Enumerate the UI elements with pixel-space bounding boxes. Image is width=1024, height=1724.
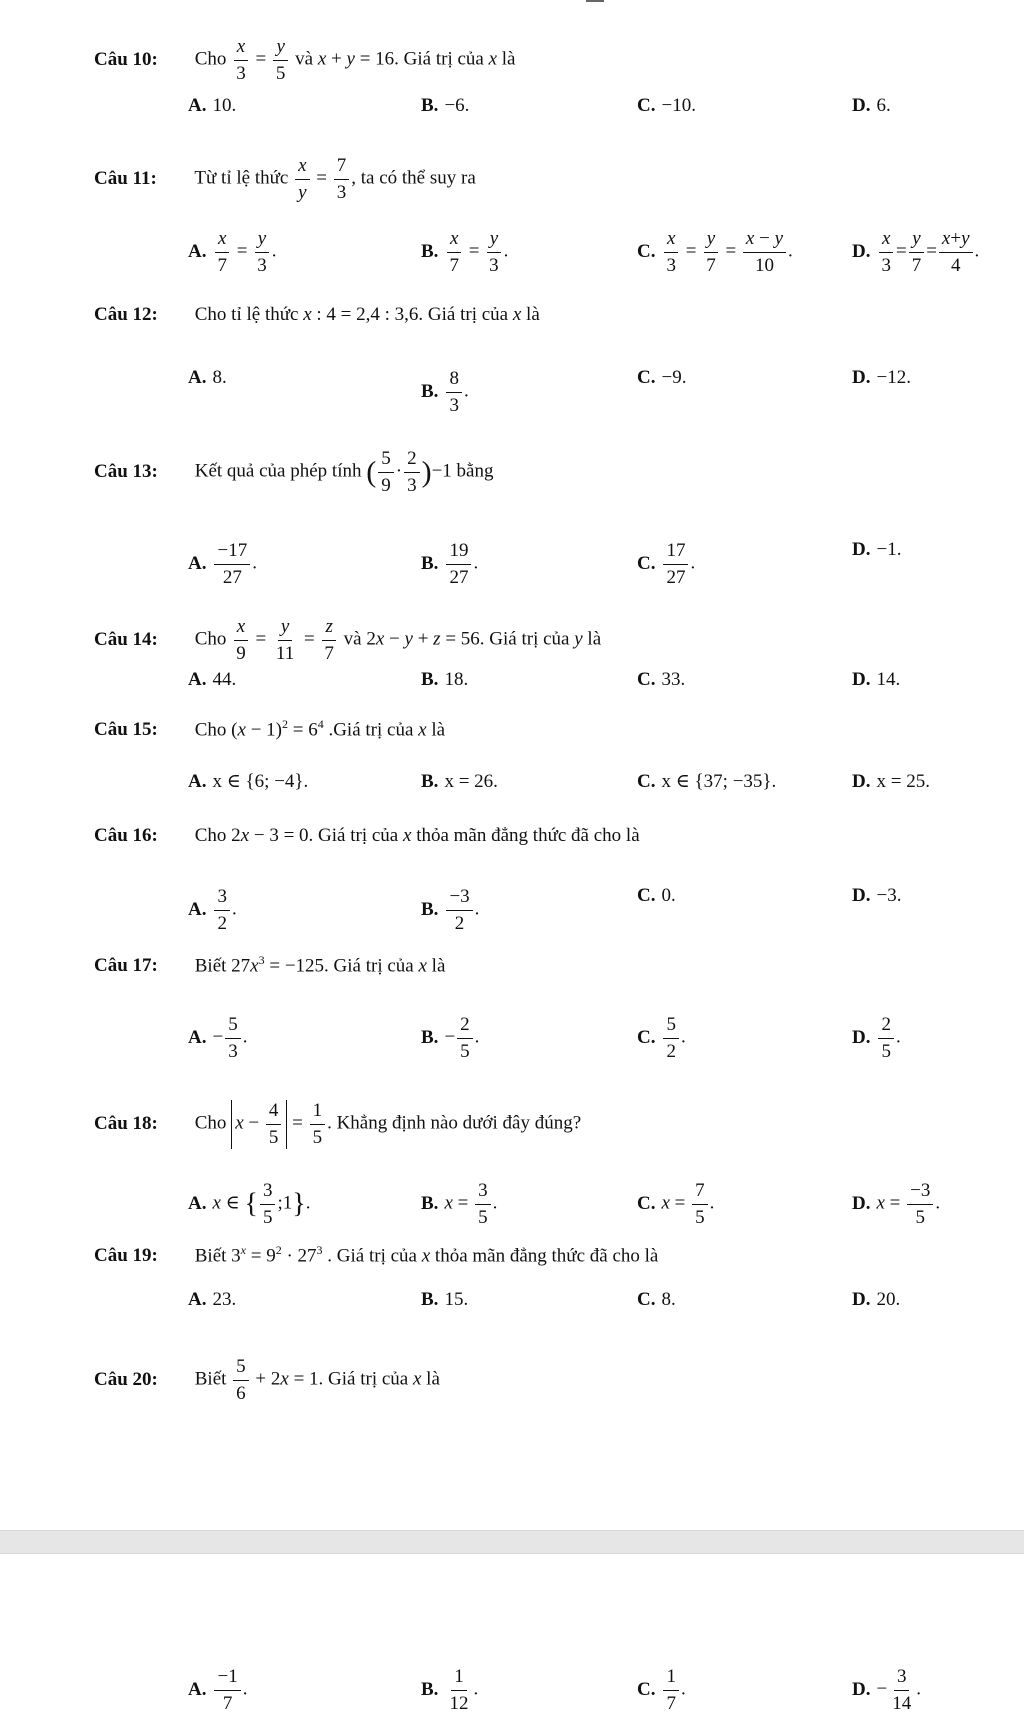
options-10 xyxy=(0,95,1024,116)
option-a[interactable]: A. x ∈ {6; −4}. xyxy=(188,771,309,792)
option-c[interactable]: C. x = $\frac{7}{5}$ . xyxy=(637,1180,715,1228)
page-top-mark xyxy=(586,0,604,2)
question-17: Câu 17: Biết $27x^3 = -125$. Giá trị của x là xyxy=(94,953,446,977)
options-14 xyxy=(0,669,1024,690)
option-b[interactable]: B. 18. xyxy=(421,669,469,690)
options-17 xyxy=(0,1014,1024,1062)
option-c[interactable]: C. 8. xyxy=(637,1289,676,1310)
question-20: Câu 20: Biết $\frac{5}{6}$ + 2x = 1. Giá trị của x là xyxy=(94,1356,440,1404)
option-b[interactable]: B. $\frac{1}{12}$ . xyxy=(421,1666,479,1714)
option-a[interactable]: A. 10. xyxy=(188,95,237,116)
options-15 xyxy=(0,771,1024,792)
option-a[interactable]: A. x ∈ { $\frac{3}{5}$ ;1}. xyxy=(188,1180,311,1228)
options-13 xyxy=(0,539,1024,588)
options-11 xyxy=(0,228,1024,276)
option-d[interactable]: D. $\frac{2}{5}$ . xyxy=(852,1014,901,1062)
option-b[interactable]: B. 15. xyxy=(421,1289,469,1310)
option-b[interactable]: B. $\frac{-3}{2}$ . xyxy=(421,886,480,934)
options-19 xyxy=(0,1289,1024,1310)
option-c[interactable]: C. 0. xyxy=(637,885,676,906)
option-a[interactable]: A. 8. xyxy=(188,367,227,388)
option-c[interactable]: C. −9. xyxy=(637,367,687,388)
option-a[interactable]: A. 44. xyxy=(188,669,237,690)
question-10: Câu 10: Cho $\frac{x}{3}$ = $\frac{y}{5}$ và x + y = 16. Giá trị của x là xyxy=(94,36,516,84)
option-a[interactable]: A. $\frac{-17}{27}$ . xyxy=(188,540,257,588)
page-separator xyxy=(0,1530,1024,1554)
option-d[interactable]: D. x = 25. xyxy=(852,771,930,792)
option-c[interactable]: C. 33. xyxy=(637,669,686,690)
option-c[interactable]: C. x ∈ {37; −35}. xyxy=(637,771,777,792)
option-d[interactable]: D. −1. xyxy=(852,539,902,560)
option-b[interactable]: B. $\frac{8}{3}$ . xyxy=(421,368,469,416)
options-18 xyxy=(0,1180,1024,1228)
options-20 xyxy=(0,1666,1024,1714)
options-12 xyxy=(0,367,1024,416)
question-14: Câu 14: Cho $\frac{x}{9}$ = $\frac{y}{11}$ = $\frac{z}{7}$ và 2x − y + z = 56. Giá trị của y là xyxy=(94,616,602,664)
option-b[interactable]: B. $\frac{19}{27}$ . xyxy=(421,540,479,588)
option-d[interactable]: D. − $\frac{3}{14}$ . xyxy=(852,1666,921,1714)
option-a[interactable]: A. $\frac{3}{2}$ . xyxy=(188,886,237,934)
question-19: Câu 19: Biết $3^x = 9^2 \cdot 27^3$ . Giá trị của x thỏa mãn đẳng thức đã cho là xyxy=(94,1243,659,1267)
question-15: Câu 15: Cho $(x - 1)^2 = 6^4$ .Giá trị của x là xyxy=(94,717,446,741)
option-d[interactable]: D. x = $\frac{-3}{5}$ . xyxy=(852,1180,941,1228)
question-label: Câu 10: xyxy=(94,48,158,70)
option-a[interactable]: A. $\frac{-1}{7}$ . xyxy=(188,1666,248,1714)
option-d[interactable]: D. −12. xyxy=(852,367,911,388)
option-a[interactable]: A. $\frac{x}{7}$ = $\frac{y}{3}$ . xyxy=(188,228,277,276)
option-d[interactable]: D. 6. xyxy=(852,95,891,116)
question-12: Câu 12: Cho tỉ lệ thức x : 4 = 2,4 : 3,6. Giá trị của x là xyxy=(94,304,540,325)
option-b[interactable]: B. x = $\frac{3}{5}$ . xyxy=(421,1180,498,1228)
option-a[interactable]: A. 23. xyxy=(188,1289,237,1310)
question-18: Câu 18: Cho x − $\frac{4}{5}$ = $\frac{1}{5}$ . Khẳng định nào dưới đây đúng? xyxy=(94,1100,582,1148)
option-b[interactable]: B. − $\frac{2}{5}$ . xyxy=(421,1014,480,1062)
option-b[interactable]: B. $\frac{x}{7}$ = $\frac{y}{3}$ . xyxy=(421,228,509,276)
option-d[interactable]: D. 20. xyxy=(852,1289,901,1310)
option-c[interactable]: C. $\frac{x}{3}$ = $\frac{y}{7}$ = $\frac{x - y}{10}$ . xyxy=(637,228,793,276)
option-c[interactable]: C. $\frac{17}{27}$ . xyxy=(637,540,696,588)
question-16: Câu 16: Cho 2x − 3 = 0. Giá trị của x thỏa mãn đẳng thức đã cho là xyxy=(94,825,640,846)
option-b[interactable]: B. x = 26. xyxy=(421,771,498,792)
option-d[interactable]: D. 14. xyxy=(852,669,901,690)
option-a[interactable]: A. − $\frac{5}{3}$ . xyxy=(188,1014,248,1062)
option-d[interactable]: D. −3. xyxy=(852,885,902,906)
question-13: Câu 13: Kết quả của phép tính ( $\frac{5}{9}$ · $\frac{2}{3}$ )−1 bằng xyxy=(94,448,494,496)
option-c[interactable]: C. $\frac{5}{2}$ . xyxy=(637,1014,686,1062)
option-d[interactable]: D. $\frac{x}{3}$ = $\frac{y}{7}$ = $\frac{x+y}{4}$ . xyxy=(852,228,980,276)
options-16 xyxy=(0,885,1024,934)
option-c[interactable]: C. $\frac{1}{7}$ . xyxy=(637,1666,686,1714)
option-c[interactable]: C. −10. xyxy=(637,95,696,116)
option-b[interactable]: B. −6. xyxy=(421,95,470,116)
question-11: Câu 11: Từ tỉ lệ thức $\frac{x}{y}$ = $\frac{7}{3}$ , ta có thể suy ra xyxy=(94,155,476,203)
